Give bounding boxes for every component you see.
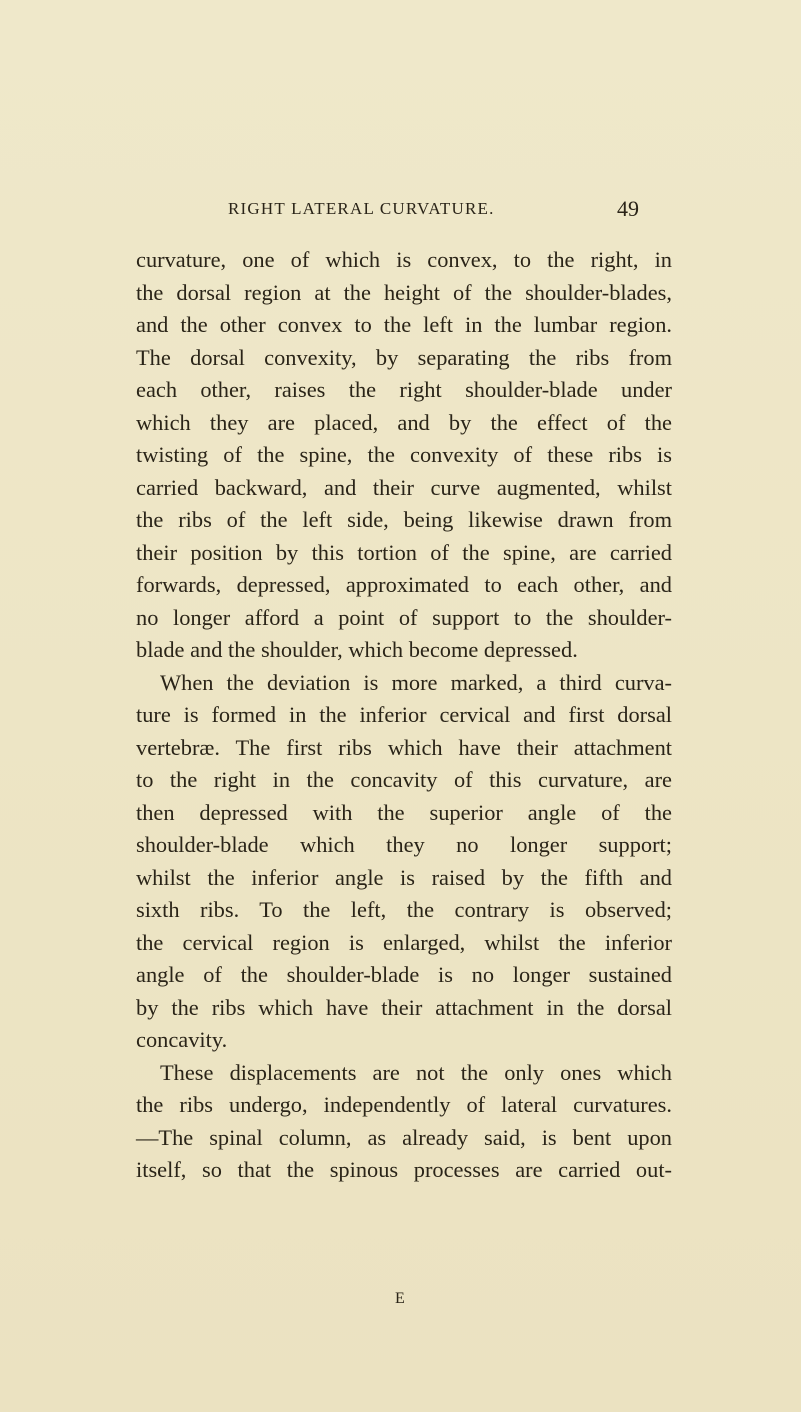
text-line: which they are placed, and by the effect of the (136, 409, 672, 435)
text-line: forwards, depressed, approximated to each other, and (136, 572, 672, 597)
text-line: blade and the shoulder, which become depressed. (136, 637, 578, 662)
text-line: each other, raises the right shoulder-blade under (136, 377, 672, 402)
text-line: shoulder-blade which they no longer support; (136, 832, 672, 857)
signature-mark: E (395, 1290, 405, 1307)
text-line: sixth ribs. To the left, the contrary is observed; (136, 897, 672, 922)
text-line: their position by this tortion of the spine, are carried (136, 539, 672, 565)
text-line: ture is formed in the inferior cervical and first dorsal (136, 702, 672, 727)
text-line: twisting of the spine, the convexity of these ribs is (136, 442, 672, 467)
text-line: the cervical region is enlarged, whilst the inferior (136, 929, 672, 955)
text-line: concavity. (136, 1027, 228, 1052)
text-line: by the ribs which have their attachment in the dorsal (136, 994, 672, 1020)
page-number: 49 (617, 196, 639, 221)
text-line: whilst the inferior angle is raised by the fifth and (136, 864, 672, 890)
text-line: itself, so that the spinous processes are carried out- (136, 1157, 672, 1182)
page-header (0, 196, 801, 229)
text-line: no longer afford a point of support to the shoulder- (136, 604, 672, 630)
text-line: curvature, one of which is convex, to the right, in (136, 247, 672, 272)
body-text (136, 244, 672, 1187)
text-line: angle of the shoulder-blade is no longer sustained (136, 962, 672, 987)
text-line: These displacements are not the only ones which (160, 1059, 672, 1085)
text-line: then depressed with the superior angle of the (136, 799, 672, 825)
text-line: The dorsal convexity, by separating the ribs from (136, 344, 672, 370)
text-line: —The spinal column, as already said, is bent upon (136, 1124, 672, 1150)
running-head: RIGHT LATERAL CURVATURE. (228, 199, 495, 218)
text-line: carried backward, and their curve augmented, whilst (136, 474, 672, 500)
text-line: the ribs undergo, independently of lateral curvatures. (136, 1092, 672, 1117)
text-line: the ribs of the left side, being likewise drawn from (136, 507, 672, 532)
text-line: to the right in the concavity of this curvature, are (136, 767, 672, 792)
text-line: the dorsal region at the height of the shoulder-blades, (136, 279, 672, 305)
text-line: vertebræ. The first ribs which have their attachment (136, 734, 672, 760)
text-line: When the deviation is more marked, a third curva- (160, 669, 672, 695)
text-line: and the other convex to the left in the lumbar region. (136, 312, 672, 337)
